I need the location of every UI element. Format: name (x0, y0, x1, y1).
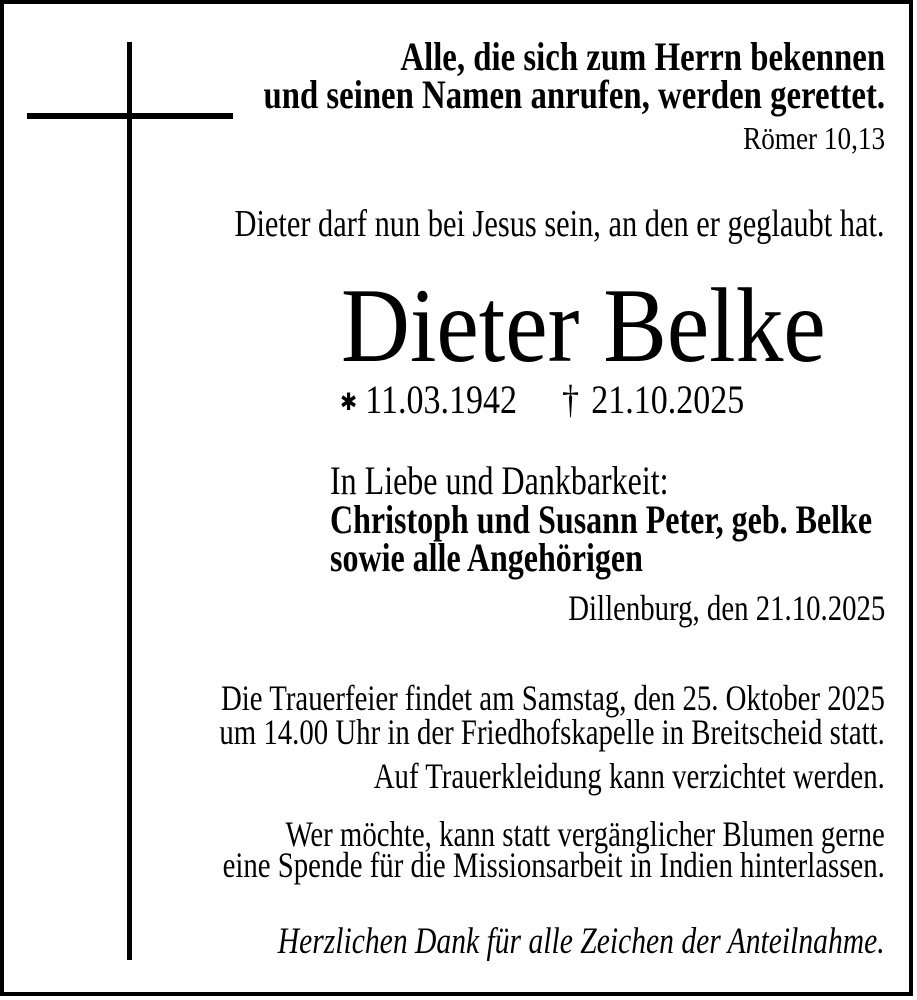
scripture-reference: Römer 10,13 (742, 120, 885, 156)
cross-vertical-bar (127, 42, 132, 960)
funeral-info (219, 678, 885, 752)
donation-line-2: eine Spende für die Missionsarbeit in Indien hinterlassen. (222, 845, 885, 885)
life-dates (340, 378, 744, 424)
funeral-line-2: um 14.00 Uhr in der Friedhofskapelle in Breitscheid statt. (219, 712, 885, 752)
birth-date: 11.03.1942 (365, 377, 517, 422)
scripture-line-2: und seinen Namen anrufen, werden gerettet. (263, 72, 885, 117)
death-date: 21.10.2025 (591, 377, 745, 422)
funeral-line-1: Die Trauerfeier findet am Samstag, den 25. Oktober 2025 (221, 678, 885, 718)
death-date-group (562, 377, 744, 422)
mourners-line-2: sowie alle Angehörigen (330, 535, 643, 580)
birth-star-icon: ✱ (340, 388, 366, 417)
cross-horizontal-bar (27, 113, 233, 119)
deceased-name: Dieter Belke (341, 267, 826, 384)
thanks-line: Herzlichen Dank für alle Zeichen der Anteilnahme. (278, 921, 885, 962)
scripture-line-1: Alle, die sich zum Herrn bekennen (400, 34, 885, 79)
intro-sentence: Dieter darf nun bei Jesus sein, an den er geglaubt hat. (234, 203, 885, 245)
death-dagger-icon: † (562, 377, 592, 422)
mourners-block (330, 458, 873, 580)
birth-date-group (340, 377, 517, 422)
donation-line-1: Wer möchte, kann statt vergänglicher Blumen gerne (285, 814, 885, 854)
mourners-line-1: Christoph und Susann Peter, geb. Belke (330, 496, 873, 542)
donation-note (222, 814, 885, 885)
mourners-intro: In Liebe und Dankbarkeit: (330, 458, 669, 503)
place-and-date: Dillenburg, den 21.10.2025 (567, 588, 885, 628)
dress-note: Auf Trauerkleidung kann verzichtet werden. (373, 756, 885, 796)
scripture-quote (263, 34, 885, 117)
